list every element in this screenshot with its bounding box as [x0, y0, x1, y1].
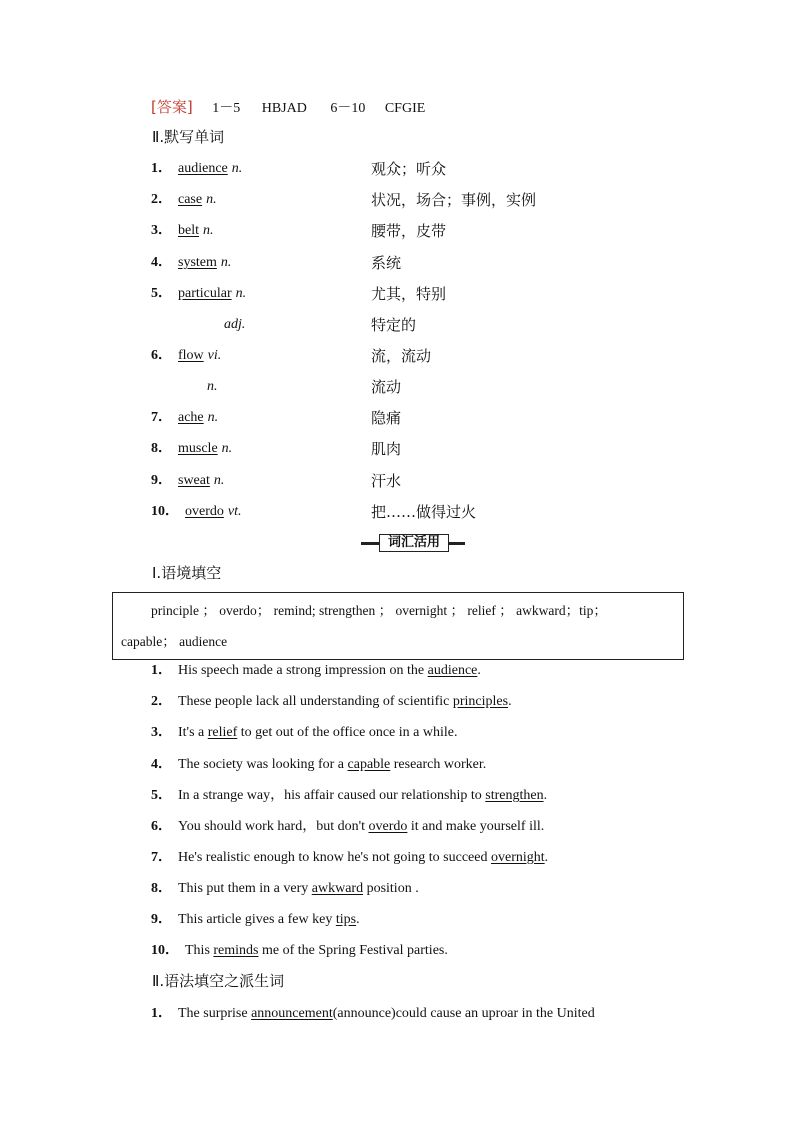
- vocab-meaning: 观众；听众: [371, 160, 447, 178]
- vocab-word: particular: [178, 286, 232, 301]
- item-number: 4．: [151, 757, 172, 772]
- vocab-word: overdo: [185, 504, 224, 519]
- answer-key-2: CFGIE: [384, 101, 426, 116]
- section-title-dictation: Ⅱ.默写单词: [152, 128, 225, 146]
- section-banner: [361, 534, 465, 552]
- context-sentence: [151, 724, 457, 742]
- vocab-word: flow: [178, 348, 204, 363]
- sentence-text-post: .: [356, 912, 360, 927]
- item-number: 4．: [151, 255, 172, 270]
- answer-word: relief: [207, 725, 238, 740]
- banner-label: 词汇活用: [379, 534, 449, 552]
- part-of-speech: n.: [221, 441, 233, 456]
- sentence-text-pre: This article gives a few key: [178, 912, 336, 927]
- answer-word: overnight: [490, 850, 545, 865]
- vocab-entry: [151, 285, 246, 303]
- vocab-meaning: 尤其，特别: [371, 285, 447, 303]
- vocab-word: audience: [178, 161, 228, 176]
- vocab-entry: [207, 378, 218, 396]
- context-sentence: [151, 662, 481, 680]
- answer-key-1: HBJAD: [261, 101, 307, 116]
- word-hint: (announce)could: [332, 1006, 427, 1021]
- context-sentence: [151, 693, 512, 711]
- word-bank-box: [112, 592, 684, 660]
- context-sentence: [151, 942, 448, 960]
- context-sentence: [151, 911, 360, 929]
- sentence-text-pre: In a strange way，his affair caused our relationship to: [178, 788, 486, 803]
- vocab-entry: [151, 222, 214, 240]
- answer-tag: [答案]: [151, 98, 193, 116]
- vocab-entry: [151, 440, 232, 458]
- context-sentence: [151, 818, 544, 836]
- part-of-speech: n.: [235, 286, 247, 301]
- part-of-speech: n.: [203, 223, 214, 238]
- sentence-text-post: me of the Spring Festival parties.: [258, 943, 448, 958]
- sentence-text-pre: You should work hard，but don't: [178, 819, 369, 834]
- item-number: 5．: [151, 286, 172, 301]
- context-sentence: [151, 880, 419, 898]
- item-number: 8．: [151, 881, 172, 896]
- vocab-meaning: 把……做得过火: [371, 503, 477, 521]
- answer-word: announcement: [251, 1006, 333, 1021]
- part-of-speech: n.: [213, 473, 225, 488]
- part-of-speech: n.: [206, 192, 217, 207]
- answer-line: [151, 98, 425, 118]
- item-number: 3．: [151, 223, 172, 238]
- answer-range-2: 6－10: [330, 101, 366, 116]
- item-number: 6．: [151, 348, 172, 363]
- vocab-entry: [151, 409, 218, 427]
- sentence-text-post: research worker.: [390, 757, 487, 772]
- sentence-text-pre: His speech made a strong impression on the: [178, 663, 428, 678]
- sentence-text-pre: This: [185, 943, 214, 958]
- word-bank-line-1: principle ； overdo； remind; strengthen ； overnight ； relief ； awkward；tip；: [151, 603, 607, 618]
- vocab-meaning: 特定的: [371, 316, 417, 334]
- vocab-meaning: 汗水: [371, 472, 402, 490]
- vocab-meaning: 状况，场合；事例，实例: [371, 191, 537, 209]
- item-number: 1．: [151, 161, 172, 176]
- item-number: 9．: [151, 473, 172, 488]
- sentence-text-pre: The society was looking for a: [178, 757, 348, 772]
- answer-range-1: 1－5: [212, 101, 241, 116]
- sentence-text-pre: These people lack all understanding of scientific: [178, 694, 453, 709]
- vocab-word: ache: [178, 410, 204, 425]
- item-number: 2．: [151, 192, 172, 207]
- sentence-text-post: it and make yourself ill.: [407, 819, 545, 834]
- answer-word: awkward: [311, 881, 364, 896]
- part-of-speech: vi.: [207, 348, 222, 363]
- part-of-speech: n.: [220, 255, 232, 270]
- word-bank-line-2: capable； audience: [121, 634, 228, 649]
- vocab-word: belt: [178, 223, 199, 238]
- answer-word: reminds: [213, 943, 259, 958]
- vocab-meaning: 流，流动: [371, 347, 432, 365]
- part-of-speech: adj.: [224, 317, 246, 332]
- vocab-entry: [151, 503, 242, 521]
- sentence-text-pre: It's a: [178, 725, 208, 740]
- part-of-speech: n.: [207, 410, 219, 425]
- sentence-text-post: cause an uproar in the United: [426, 1006, 595, 1021]
- sentence-text-post: .: [508, 694, 512, 709]
- item-number: 6．: [151, 819, 172, 834]
- context-sentence: [151, 849, 548, 867]
- answer-word: capable: [347, 757, 391, 772]
- vocab-entry: [224, 316, 245, 334]
- vocab-meaning: 腰带，皮带: [371, 222, 447, 240]
- sentence-text-post: .: [543, 788, 548, 803]
- vocab-word: case: [178, 192, 203, 207]
- section-title-context-fill: Ⅰ.语境填空: [152, 564, 222, 582]
- item-number: 10．: [151, 504, 179, 519]
- vocab-meaning: 肌肉: [371, 440, 402, 458]
- item-number: 8．: [151, 441, 172, 456]
- item-number: 5．: [151, 788, 172, 803]
- item-number: 1．: [151, 1006, 172, 1021]
- item-number: 7．: [151, 410, 172, 425]
- vocab-entry: [151, 191, 217, 209]
- section-title-derived-words: Ⅱ.语法填空之派生词: [152, 972, 285, 990]
- vocab-word: system: [178, 255, 217, 270]
- sentence-text-pre: This put them in a very: [178, 881, 312, 896]
- item-number: 10．: [151, 943, 179, 958]
- answer-word: strengthen: [485, 788, 544, 803]
- vocab-word: muscle: [178, 441, 218, 456]
- vocab-entry: [151, 347, 221, 365]
- answer-word: audience: [427, 663, 478, 678]
- context-sentence: [151, 787, 547, 805]
- sentence-text-post: to get out of the office once in a while.: [237, 725, 458, 740]
- vocab-meaning: 系统: [371, 254, 402, 272]
- vocab-meaning: 隐痛: [371, 409, 402, 427]
- context-sentence: [151, 756, 486, 774]
- sentence-text-post: .: [544, 850, 549, 865]
- answer-word: principles: [452, 694, 509, 709]
- item-number: 7．: [151, 850, 172, 865]
- vocab-entry: [151, 254, 231, 272]
- answer-word: overdo: [368, 819, 408, 834]
- sentence-text-pre: The surprise: [178, 1006, 252, 1021]
- item-number: 2．: [151, 694, 172, 709]
- sentence-text-pre: He's realistic enough to know he's not going to succeed: [178, 850, 491, 865]
- sentence-text-post: position .: [363, 881, 419, 896]
- vocab-entry: [151, 160, 242, 178]
- derived-sentence-1: [151, 1005, 595, 1023]
- vocab-meaning: 流动: [371, 378, 402, 396]
- item-number: 3．: [151, 725, 172, 740]
- item-number: 1．: [151, 663, 172, 678]
- item-number: 9．: [151, 912, 172, 927]
- sentence-text-post: .: [477, 663, 481, 678]
- answer-word: tips: [335, 912, 357, 927]
- vocab-word: sweat: [178, 473, 210, 488]
- vocab-entry: [151, 472, 224, 490]
- part-of-speech: n.: [231, 161, 243, 176]
- part-of-speech: n.: [207, 379, 218, 394]
- part-of-speech: vt.: [227, 504, 242, 519]
